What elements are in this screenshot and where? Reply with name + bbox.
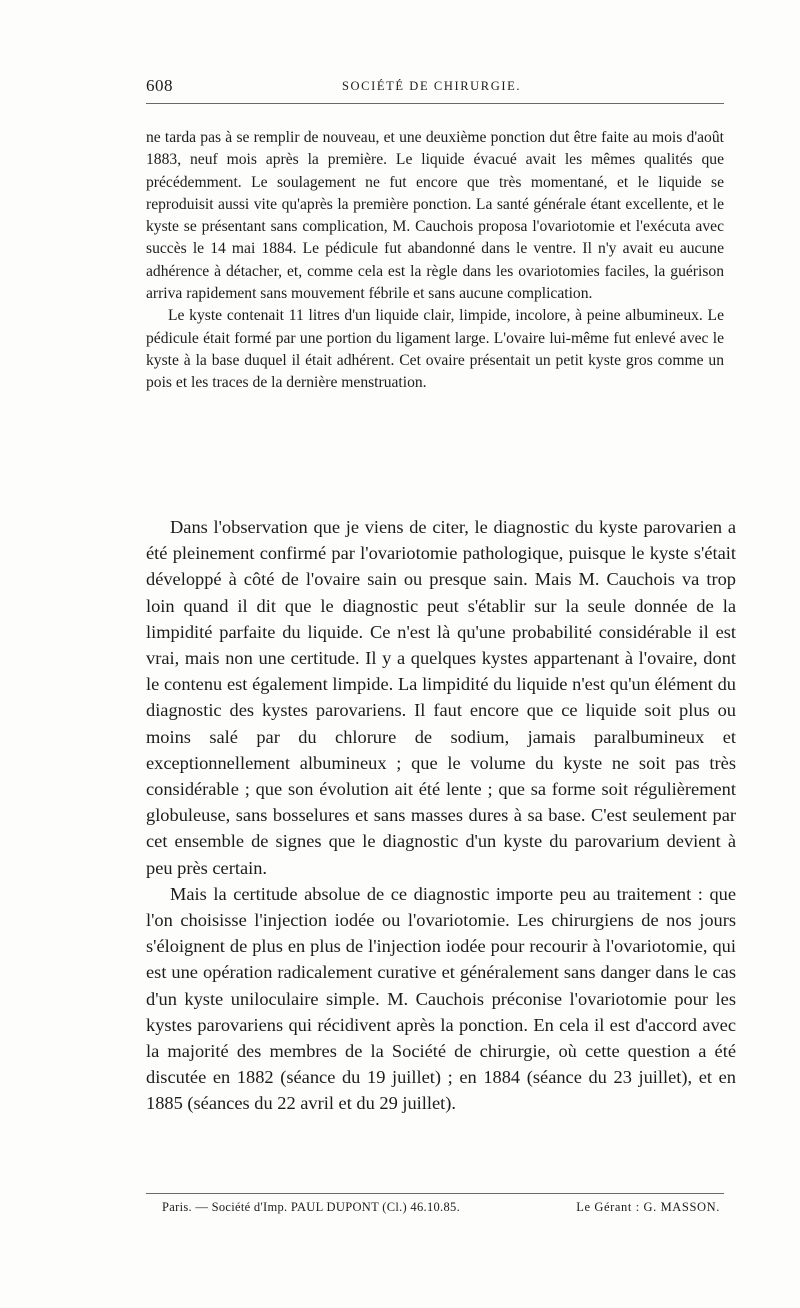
printer-imprint: Paris. — Société d'Imp. PAUL DUPONT (Cl.) 46.10.85.	[162, 1200, 460, 1214]
case-report-paragraph: ne tarda pas à se remplir de nouveau, et une deuxième ponction dut être faite au mois d'août 1883, neuf mois après la première. Le liquide évacué avait les mêmes qualités que précédemment. Le soulagement ne fut encore que très momentané, et le liquide se reproduisit aussi vite qu'après la première ponction. La santé générale étant excellente, et le kyste se présentant sans complication, M. Cauchois proposa l'ovariotomie et l'exécuta avec succès le 14 mai 1884. Le pédicule fut abandonné dans le ventre. Il n'y avait eu aucune adhérence à détacher, et, comme cela est la règle dans les ovariotomies faciles, la guérison arriva rapidement sans mouvement fébrile et sans aucune complication.	[146, 129, 724, 303]
page-number: 608	[146, 76, 173, 95]
footer-rule	[146, 1193, 724, 1194]
case-report-text	[146, 127, 724, 395]
discussion-text	[146, 514, 736, 1117]
managing-editor: Le Gérant : G. MASSON.	[576, 1200, 720, 1214]
running-title: SOCIÉTÉ DE CHIRURGIE.	[342, 79, 522, 93]
discussion-paragraph: Mais la certitude absolue de ce diagnostic importe peu au traitement : que l'on choisisse l'injection iodée ou l'ovariotomie. Les chirurgiens de nos jours s'éloignent de plus en plus de l'injection iodée pour recourir à l'ovariotomie, qui est une opération radicalement curative et généralement sans danger dans le cas d'un kyste uniloculaire simple. M. Cauchois préconise l'ovariotomie pour les kystes parovariens qui récidivent après la ponction. En cela il est d'accord avec la majorité des membres de la Société de chirurgie, où cette question a été discutée en 1882 (séance du 19 juillet) ; en 1884 (séance du 23 juillet), et en 1885 (séances du 22 avril et du 29 juillet).	[146, 883, 736, 1114]
page-header	[146, 76, 724, 98]
header-rule	[146, 103, 724, 104]
page-footer	[162, 1200, 722, 1220]
discussion-paragraph: Dans l'observation que je viens de citer, le diagnostic du kyste parovarien a été pleinement confirmé par l'ovariotomie pathologique, puisque le kyste s'était développé à côté de l'ovaire sain ou presque sain. Mais M. Cauchois va trop loin quand il dit que le diagnostic peut s'établir sur la seule donnée de la limpidité parfaite du liquide. Ce n'est là qu'une probabilité considérable il est vrai, mais non une certitude. Il y a quelques kystes appartenant à l'ovaire, dont le contenu est également limpide. La limpidité du liquide n'est qu'un élément du diagnostic des kystes parovariens. Il faut encore que ce liquide soit plus ou moins salé par du chlorure de sodium, jamais paralbumineux et exceptionnellement albumineux ; que le volume du kyste ne soit pas très considérable ; que son évolution ait été lente ; que sa forme soit régulièrement globuleuse, sans bosselures et sans masses dures à sa base. C'est seulement par cet ensemble de signes que le diagnostic d'un kyste du parovarium devient à peu près certain.	[146, 517, 736, 878]
case-report-paragraph: Le kyste contenait 11 litres d'un liquide clair, limpide, incolore, à peine albumineux. Le pédicule était formé par une portion du ligament large. L'ovaire lui-même fut enlevé avec le kyste à la base duquel il était adhérent. Cet ovaire présentait un petit kyste gros comme un pois et les traces de la dernière menstruation.	[146, 307, 724, 392]
